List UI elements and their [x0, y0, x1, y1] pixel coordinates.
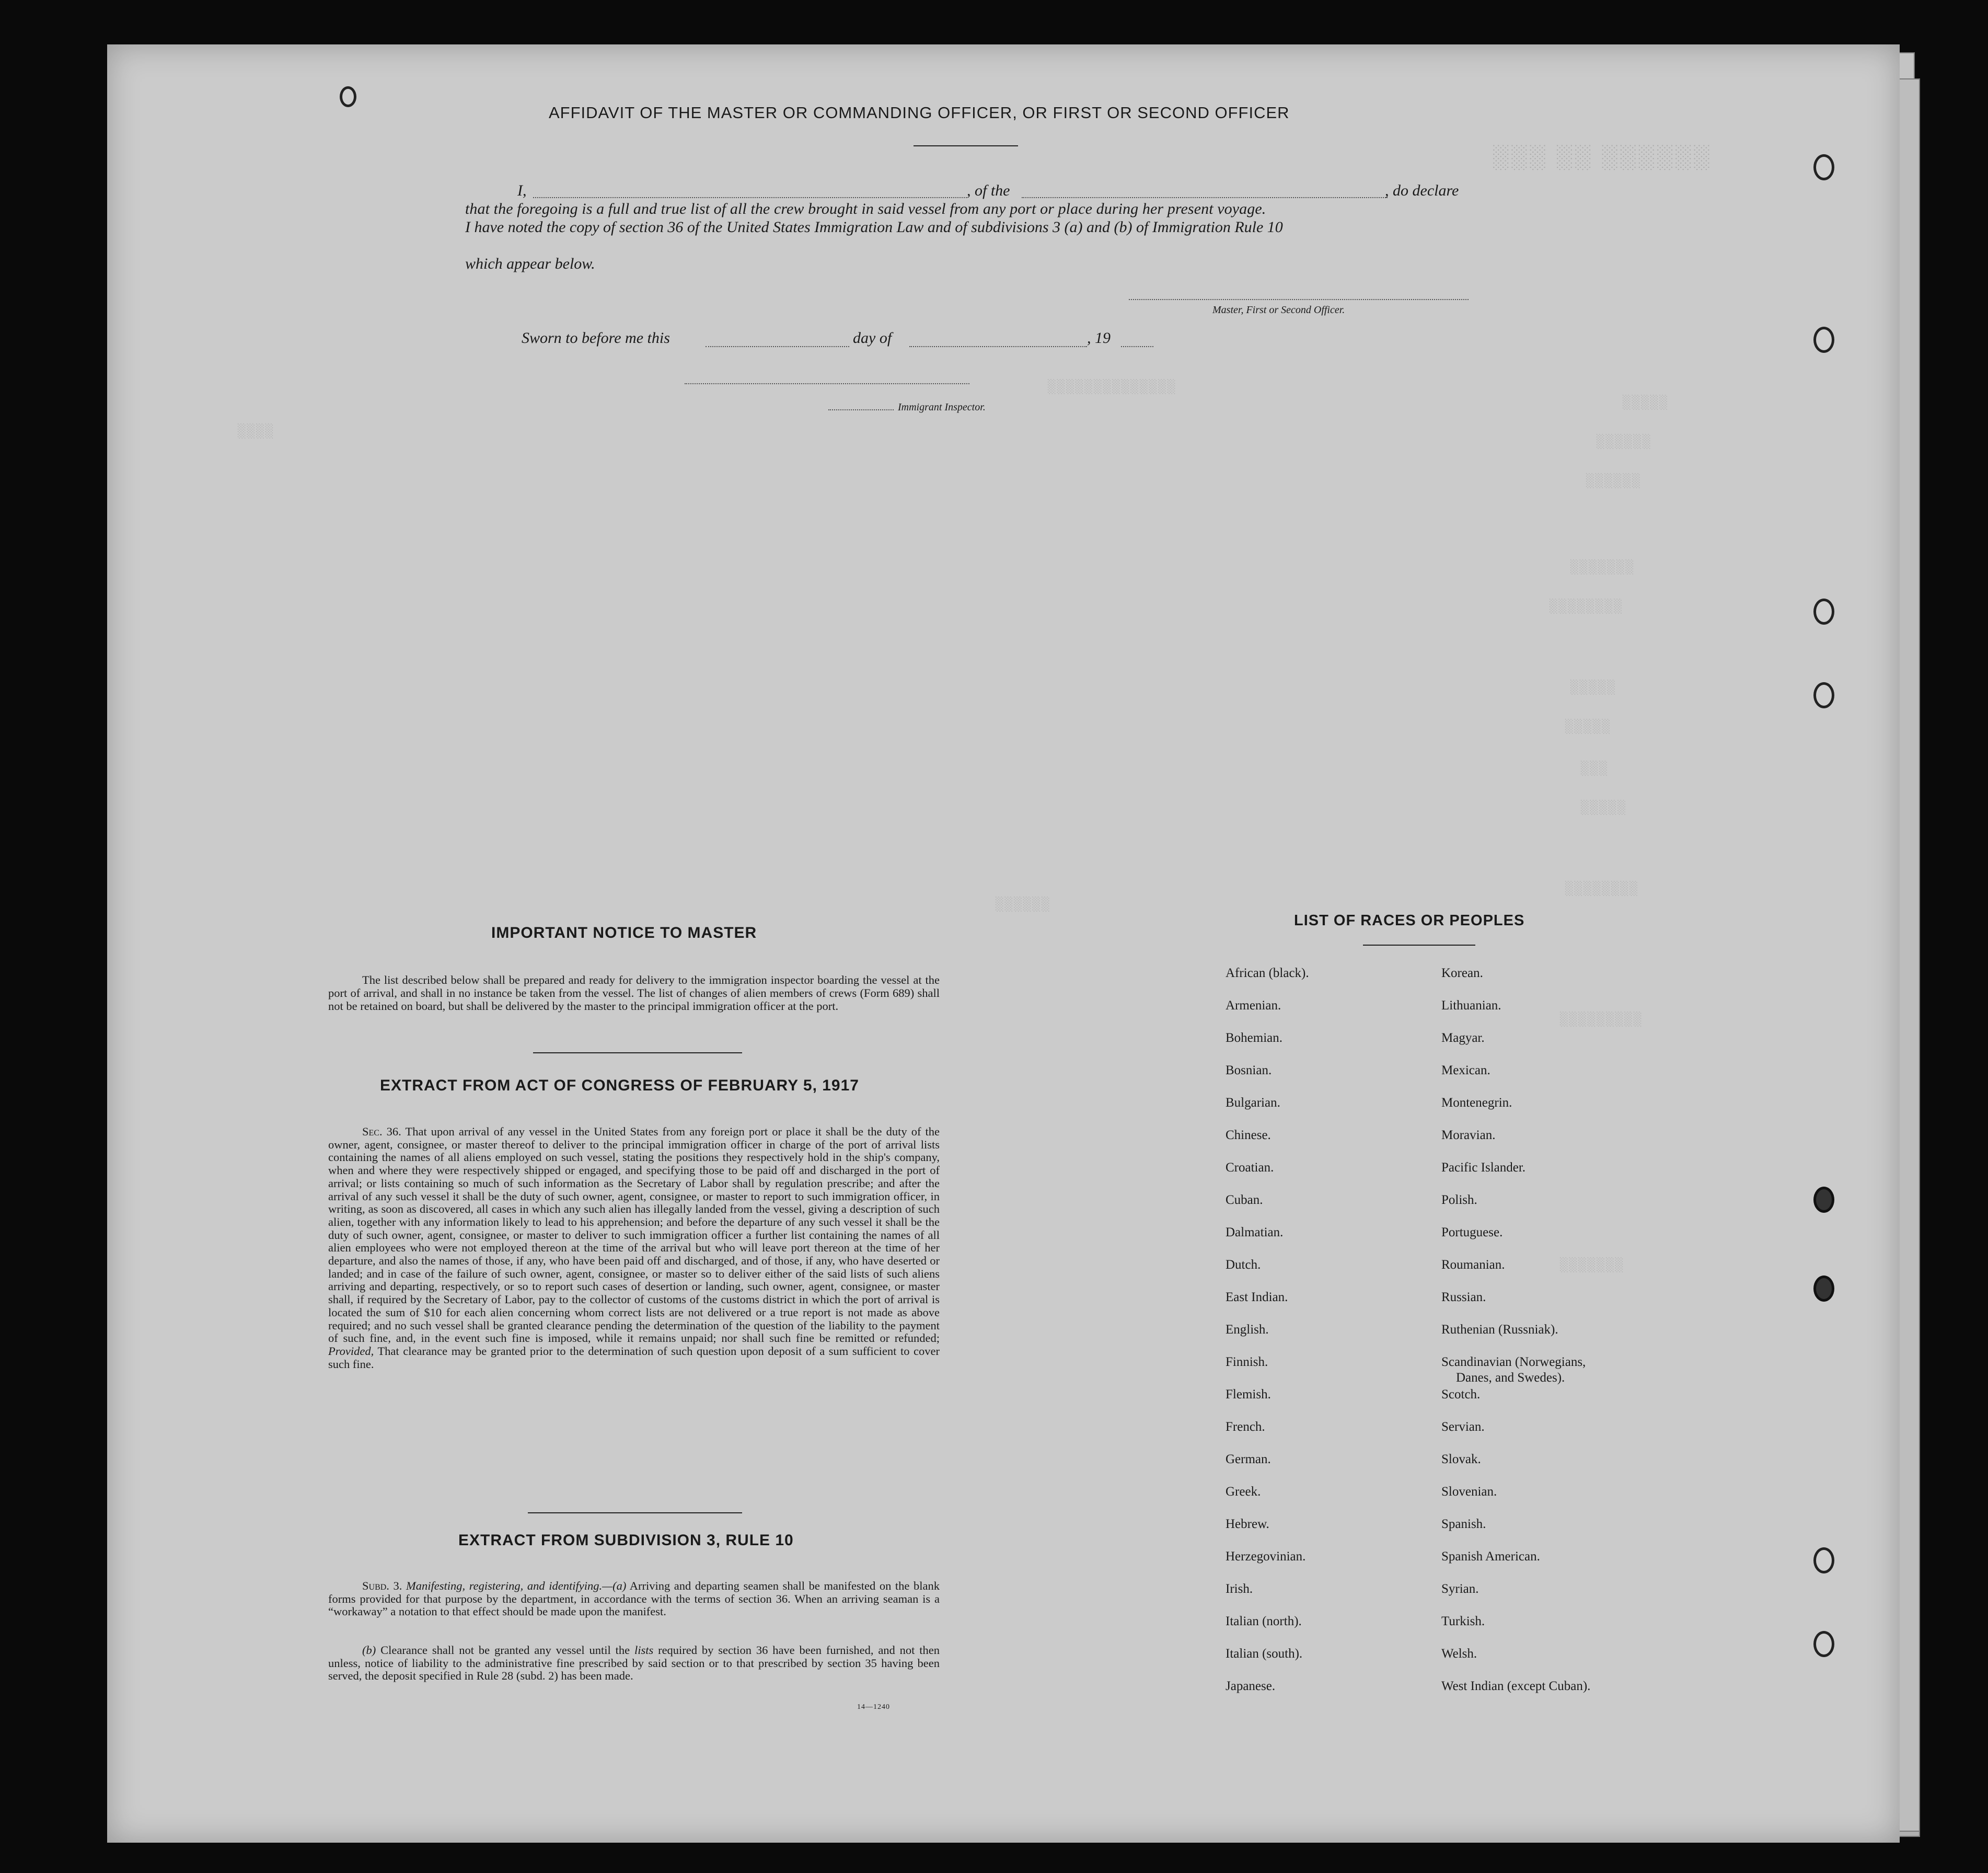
- race-item: East Indian.: [1226, 1290, 1288, 1304]
- race-item: Italian (south).: [1226, 1647, 1303, 1661]
- races-column-1: [1226, 966, 1309, 1711]
- month-blank: [909, 346, 1087, 347]
- races-title: LIST OF RACES OR PEOPLES: [1294, 912, 1525, 929]
- race-item: African (black).: [1226, 966, 1309, 980]
- rule10-a-label: —(a): [602, 1579, 627, 1592]
- punch-hole-icon: [1813, 1631, 1834, 1657]
- race-item: Dutch.: [1226, 1258, 1261, 1272]
- divider: [1363, 945, 1475, 946]
- affidavit-title: AFFIDAVIT OF THE MASTER OR COMMANDING OFFICER, OR FIRST OR SECOND OFFICER: [549, 104, 1290, 122]
- race-item: French.: [1226, 1420, 1265, 1434]
- race-item: West Indian (except Cuban).: [1441, 1679, 1591, 1693]
- punch-hole-icon: [340, 86, 356, 107]
- divider: [528, 1512, 742, 1513]
- race-item: English.: [1226, 1323, 1269, 1337]
- race-item: Servian.: [1441, 1420, 1485, 1434]
- punch-hole-icon: [1813, 1547, 1834, 1573]
- race-item: Flemish.: [1226, 1387, 1271, 1401]
- act-title: EXTRACT FROM ACT OF CONGRESS OF FEBRUARY 5, 1917: [380, 1077, 859, 1094]
- race-item: Roumanian.: [1441, 1258, 1505, 1272]
- race-item: Pacific Islander.: [1441, 1160, 1526, 1175]
- vessel-blank: [1022, 197, 1388, 198]
- race-item: Mexican.: [1441, 1063, 1490, 1077]
- signature-blank: [1129, 299, 1469, 300]
- punch-hole-icon: [1813, 599, 1834, 625]
- race-item: Bulgarian.: [1226, 1096, 1280, 1110]
- affidavit-declare: , do declare: [1385, 182, 1459, 199]
- race-item: Slovak.: [1441, 1452, 1481, 1466]
- punch-hole-icon: [1813, 154, 1834, 180]
- race-item: Spanish American.: [1441, 1549, 1540, 1564]
- race-item: Montenegrin.: [1441, 1096, 1512, 1110]
- race-item: Moravian.: [1441, 1128, 1496, 1142]
- notice-body: The list described below shall be prepared and ready for delivery to the immigration inspector boarding the vessel at the port of arrival, and shall in no instance be taken from the vessel. The list of changes of alien members of crews (Form 689) shall not be retained on board, but shall be delivered by the master to the principal immigration officer at the port.: [328, 973, 940, 1013]
- race-item: Herzegovinian.: [1226, 1549, 1306, 1564]
- affidavit-i: I,: [517, 182, 527, 199]
- race-item: [1441, 1354, 1590, 1387]
- race-item: Dalmatian.: [1226, 1225, 1284, 1239]
- race-item: Chinese.: [1226, 1128, 1271, 1142]
- act-body-end: That clearance may be granted prior to the determination of such question upon deposit of a sum sufficient to cover such fine.: [328, 1344, 940, 1371]
- race-item: Polish.: [1441, 1193, 1477, 1207]
- affidavit-statement: I have noted the copy of section 36 of the United States Immigration Law and of subdivisions 3 (a) and (b) of Immigration Rule 10: [465, 219, 1283, 236]
- act-provided-label: Provided,: [328, 1344, 374, 1358]
- race-item: Spanish.: [1441, 1517, 1486, 1531]
- notice-text: [328, 973, 940, 1013]
- race-item: Greek.: [1226, 1485, 1261, 1499]
- race-item: German.: [1226, 1452, 1271, 1466]
- race-item: Scotch.: [1441, 1387, 1481, 1401]
- inspector-blank: [685, 383, 969, 384]
- rule10-b-body: Clearance shall not be granted any vessel until the: [380, 1644, 630, 1657]
- race-item: Irish.: [1226, 1582, 1253, 1596]
- divider: [533, 1052, 742, 1053]
- form-sheet: ░░░ ░░ ░░░░░░ ░░░░░ ░░░░░░ ░░░░░░ ░░░░░░░ ░░░░░░░░ ░░░░░ ░░░░░ ░░░ ░░░░░ ░░░░░░░░ ░░░░░░░░░ ░░░░░░░ ░░░░ ░░░░░░░░░░░░░░ ░░░░░░: [107, 44, 1900, 1843]
- race-item: Turkish.: [1441, 1614, 1485, 1628]
- rule10-a-body: Arriving and departing seamen shall be manifested on the blank forms provided for that purpose by the department, in accordance with the terms of section 36. When an arriving seaman is a “workaway” a notation to that effect should be made upon the manifest.: [328, 1579, 940, 1618]
- year-blank: [1121, 346, 1153, 347]
- rule10-subd-label: Subd. 3.: [362, 1579, 402, 1592]
- affidavit-statement: which appear below.: [465, 255, 595, 272]
- rule10-title: EXTRACT FROM SUBDIVISION 3, RULE 10: [458, 1532, 794, 1549]
- bleed-through-text: ░░░ ░░ ░░░░░░: [1492, 144, 1712, 169]
- race-item: Portuguese.: [1441, 1225, 1503, 1239]
- race-item: Russian.: [1441, 1290, 1486, 1304]
- race-item: Lithuanian.: [1441, 998, 1501, 1013]
- sworn-year: , 19: [1087, 329, 1111, 347]
- notice-title: IMPORTANT NOTICE TO MASTER: [491, 924, 757, 941]
- name-blank: [533, 197, 967, 198]
- rule10-b-label: (b): [362, 1644, 376, 1657]
- race-item: Armenian.: [1226, 998, 1281, 1013]
- act-text: [328, 1125, 940, 1371]
- race-item: Korean.: [1441, 966, 1483, 980]
- rule10-text-a: [328, 1580, 940, 1618]
- affidavit-statement: that the foregoing is a full and true list of all the crew brought in said vessel from any port or place during her present voyage.: [465, 200, 1266, 217]
- race-item: Japanese.: [1226, 1679, 1276, 1693]
- affidavit-of-the: , of the: [967, 182, 1010, 199]
- race-item: Cuban.: [1226, 1193, 1263, 1207]
- race-item-line: Scandinavian (Norwegians,: [1441, 1355, 1586, 1369]
- sworn-day-of: day of: [853, 329, 892, 347]
- punch-hole-icon: [1813, 327, 1834, 353]
- signature-label: Master, First or Second Officer.: [1212, 304, 1345, 316]
- rule10-b-lists: lists: [634, 1644, 654, 1657]
- inspector-blank: [828, 409, 894, 410]
- race-item: Bosnian.: [1226, 1063, 1272, 1077]
- rule10-subd-heading: Manifesting, registering, and identifying.: [406, 1579, 603, 1592]
- inspector-label: Immigrant Inspector.: [898, 401, 986, 413]
- rule10-b-body-2: required by section 36 have been furnished, and not then unless, notice of liability to the administrative fine prescribed by said section or to that prescribed by section 35 having been served, the deposit specified in Rule 28 (subd. 2) has been made.: [328, 1644, 940, 1682]
- race-item: Croatian.: [1226, 1160, 1274, 1175]
- form-number: 14—1240: [857, 1703, 890, 1711]
- act-body: That upon arrival of any vessel in the United States from any foreign port or place it shall be the duty of the owner, agent, consignee, or master thereof to deliver to the principal immigration officer in charge of the port of arrival lists containing the names of all aliens employed on such vessel, stating the positions they respectively hold in the ship's company, when and where they were respectively shipped or engaged, and specifying those to be paid off and discharged in the port of arrival; or lists containing so much of such information as the Secretary of Labor shall by regulation prescribe; and after the arrival of any such vessel it shall be the duty of such owner, agent, consignee, or master to report to such immigration officer, in writing, as soon as discovered, all cases in which any such alien has illegally landed from the vessel, giving a description of such alien, together with any information likely to lead to his apprehension; and before the departure of any such vessel it shall be the duty of such owner, agent, consignee, or master to deliver to such immigration officer a further list containing the names of all alien employees who were not employed thereon at the time of the arrival but who will leave port thereon at the time of her departure, and also the names of those, if any, who have been paid off and discharged, and of those, if any, who have deserted or landed; and in case of the failure of such owner, agent, consignee, or master so to deliver either of the said lists of such aliens arriving and departing, respectively, or so to report such cases of desertion or landing, such owner, agent, consignee, or master shall, if required by the Secretary of Labor, pay to the collector of customs of the customs district in which the port of arrival is located the sum of $10 for each alien concerning whom correct lists are not delivered or a true report is not made as above required; and no such vessel shall be granted clearance pending the determination of the question of the liability to the payment of such fine, and, in the event such fine is imposed, while it remains unpaid; nor shall such fine be remitted or refunded;: [328, 1125, 940, 1345]
- race-item: Ruthenian (Russniak).: [1441, 1323, 1558, 1337]
- divider: [914, 145, 1018, 146]
- rule10-text-b: [328, 1644, 940, 1683]
- day-blank: [706, 346, 849, 347]
- sworn-text: Sworn to before me this: [522, 329, 670, 347]
- race-item-line: Danes, and Swedes).: [1456, 1371, 1565, 1385]
- race-item: Welsh.: [1441, 1647, 1477, 1661]
- race-item: Syrian.: [1441, 1582, 1479, 1596]
- race-item: Finnish.: [1226, 1355, 1268, 1369]
- race-item: Hebrew.: [1226, 1517, 1269, 1531]
- punch-hole-icon: [1813, 682, 1834, 708]
- race-item: Slovenian.: [1441, 1485, 1497, 1499]
- punch-hole-icon: [1813, 1276, 1834, 1302]
- punch-hole-icon: [1813, 1187, 1834, 1213]
- races-column-2: [1441, 966, 1590, 1711]
- race-item: Bohemian.: [1226, 1031, 1283, 1045]
- race-item: Magyar.: [1441, 1031, 1485, 1045]
- race-item: Italian (north).: [1226, 1614, 1302, 1628]
- act-section-label: Sec. 36.: [362, 1125, 401, 1138]
